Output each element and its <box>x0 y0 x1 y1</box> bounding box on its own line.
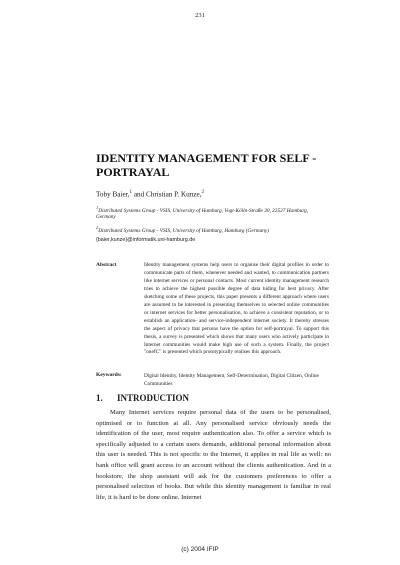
author-1: Toby Baier, <box>96 190 130 199</box>
keywords-label: Keywords: <box>96 372 122 378</box>
copyright-footer: (c) 2004 IFIP <box>181 546 219 553</box>
abstract-label: Abstract <box>96 262 117 268</box>
keywords-list: Digital Identity, Identity Management, Self-Determination, Digital Citizen, Online Communities <box>144 373 319 387</box>
affiliation-2 <box>96 225 316 234</box>
section-number: 1. <box>96 393 103 403</box>
section-title: INTRODUCTION <box>117 393 190 403</box>
abstract-body: Identity management systems help users to organise their digital profiles in order to communicate parts of them, whenever needed and wanted, to communication partners like internet services or personal contacts. Most current identity management research tries to achieve the highest possible degree of data hiding for best privacy. After sketching some of these projects, this paper presents a different approach where users are assumed to be interested in presenting themselves to selected online communities or internet services for better personalisation, to achieve a consistent reputation, or to establish an application- and service-independent internet society. It thereby stresses the aspect of privacy that persons have the option for self-portrayal. To support this thesis, a survey is presented which shows that many users who actively participate in Internet communities would make high use of such a system. Finally, the project "onefC" is presented which prototypically realises this approach. <box>144 262 329 356</box>
author-email: {baier,kunze}@informatik.uni-hamburg.de <box>96 237 196 243</box>
affiliation-1 <box>96 205 316 221</box>
section-heading <box>96 393 189 403</box>
affiliation-1-text: Distributed Systems Group - VSIS, University of Hamburg, Vogt-Kölln-Straße 30, 22527 Hamburg, Germany <box>96 207 309 221</box>
author-2: and Christian P. Kunze, <box>132 190 202 199</box>
affiliation-2-marker: 2 <box>96 225 99 230</box>
author-1-superscript: 1 <box>129 190 133 195</box>
affiliation-1-marker: 1 <box>96 205 99 210</box>
author-2-superscript: 2 <box>201 190 205 195</box>
author-line <box>96 190 204 198</box>
page-number: 231 <box>195 12 205 19</box>
paper-title: IDENTITY MANAGEMENT FOR SELF -PORTRAYAL <box>96 151 317 179</box>
affiliation-2-text: Distributed Systems Group - VSIS, University of Hamburg, Hamburg (Germany) <box>98 227 270 234</box>
introduction-paragraph: Many Internet services require personal data of the users to be personalised, optimised or to function at all. Any personalised service obviously needs the identification of the user, most require authentication also. To offer a service which is specifically adjusted to a certain users demands, additional personal information about this user is needed. This is not specific to the Internet, it applies in real life as well: no bank office will grant access to an account without the clients authentication. And in a bookstore, the shop assistant will ask for the customers preferences to offer a personalised selection of books. But while this identity management is familiar in real life, it is hard to be done online. Internet <box>96 409 331 501</box>
